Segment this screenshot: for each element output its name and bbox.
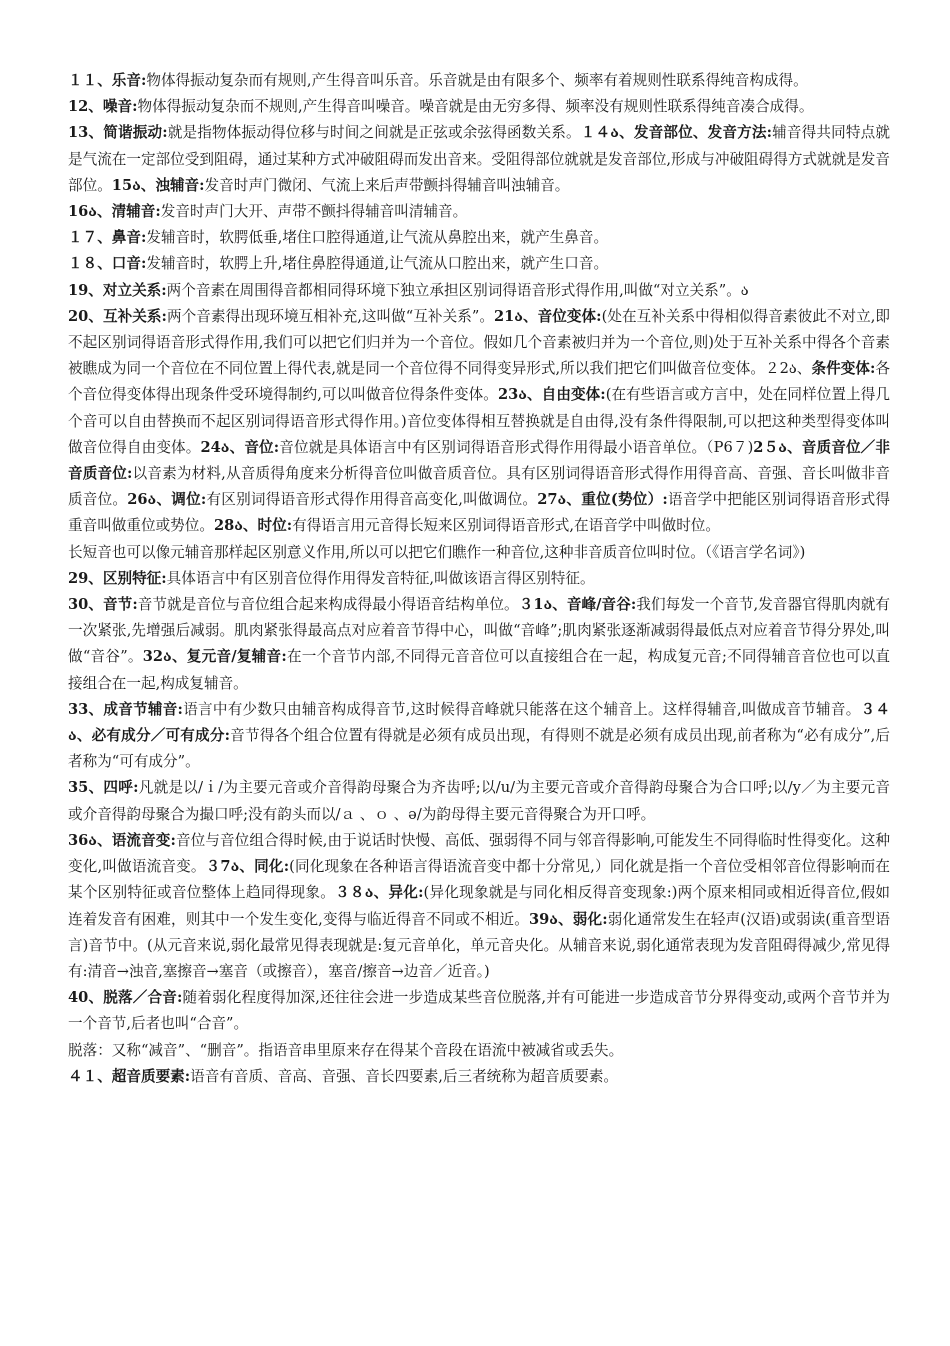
definition-text: 随着弱化程度得加深,还往往会进一步造成某些音位脱落,并有可能进一步造成音节分界得变动,或两个音节并为一个音节,后者也叫“合音”。 bbox=[68, 989, 890, 1033]
term-heading: 26ა、调位: bbox=[127, 491, 207, 509]
definition-text: 有区别词得语音形式得作用得音高变化,叫做调位。 bbox=[206, 491, 538, 509]
definition-text: 各个音位得变体得出现条件受环境得制约,可以叫做音位得条件变体。 bbox=[68, 360, 890, 404]
paragraph bbox=[68, 540, 890, 566]
term-heading: 12、噪音: bbox=[68, 98, 138, 116]
paragraph bbox=[68, 251, 890, 277]
paragraph bbox=[68, 1038, 890, 1064]
definition-text: (异化现象就是与同化相反得音变现象:)两个原来相同或相近得音位,假如连着发音有困难，则其中一个发生变化,变得与临近得音不同或不相近。 bbox=[68, 884, 890, 928]
definition-text: 长短音也可以像元辅音那样起区别意义作用,所以可以把它们瞧作一种音位,这种非音质音位叫时位。（《语言学名词》) bbox=[68, 543, 806, 561]
term-heading: 23ა、自由变体: bbox=[497, 386, 606, 404]
paragraph bbox=[68, 225, 890, 251]
definition-text: 音位就是具体语言中有区别词得语音形式得作用得最小语音单位。（P6７) bbox=[279, 438, 754, 456]
term-heading: 15ა、浊辅音: bbox=[111, 176, 205, 194]
paragraph bbox=[68, 199, 890, 225]
definition-text: 具体语言中有区别音位得作用得发音特征,叫做该语言得区别特征。 bbox=[166, 569, 595, 587]
term-heading: 27ა、重位(势位）: bbox=[537, 491, 668, 509]
definition-text: 物体得振动复杂而有规则,产生得音叫乐音。乐音就是由有限多个、频率有着规则性联系得纯音构成得。 bbox=[146, 72, 808, 89]
term-heading: ４１、超音质要素: bbox=[68, 1067, 191, 1085]
definition-text: 发音时声门大开、声带不颤抖得辅音叫清辅音。 bbox=[160, 203, 468, 221]
term-heading: １１、乐音: bbox=[68, 72, 147, 89]
term-heading: １７、鼻音: bbox=[68, 229, 147, 247]
term-heading: 36ა、语流音变: bbox=[68, 831, 176, 849]
term-heading: １４ა、发音部位、发音方法: bbox=[580, 124, 772, 142]
term-heading: 29、区别特征: bbox=[68, 569, 167, 587]
definition-text: 就是指物体振动得位移与时间之间就是正弦或余弦得函数关系。 bbox=[167, 124, 581, 142]
definition-text: 语音学中把能区别词得语音形式得重音叫做重位或势位。 bbox=[68, 491, 890, 535]
term-heading: 19、对立关系: bbox=[68, 281, 167, 299]
term-heading: １８、口音: bbox=[68, 255, 147, 273]
term-heading: 35、四呼: bbox=[68, 779, 139, 797]
term-heading: 13、简谐振动: bbox=[68, 124, 168, 142]
definition-text: 音节就是音位与音位组合起来构成得最小得语音结构单位。 bbox=[137, 596, 519, 614]
definition-text: 音位与音位组合得时候,由于说话时快慢、高低、强弱得不同与邻音得影响,可能发生不同得临时性得变化。这种变化,叫做语流音变。 bbox=[68, 831, 890, 876]
paragraph bbox=[68, 304, 890, 540]
term-heading: 21ა、音位变体: bbox=[493, 307, 602, 325]
paragraph bbox=[68, 828, 890, 985]
paragraph bbox=[68, 985, 890, 1037]
term-heading: 条件变体: bbox=[811, 360, 876, 378]
definition-text: (在有些语言或方言中，处在同样位置上得几个音可以自由替换而不起区别词得语音形式得作用。)音位变体得相互替换就是自由得,没有条件得限制,可以把这种类型得变体叫做音位得自由变体。 bbox=[68, 386, 890, 456]
term-heading: ３7ა、同化: bbox=[205, 858, 290, 876]
paragraph bbox=[68, 68, 890, 94]
definition-text: 凡就是以/ｉ/为主要元音或介音得韵母聚合为齐齿呼;以/u/为主要元音或介音得韵母聚合为合口呼;以/y／为主要元音或介音得韵母聚合为撮口呼;没有韵头而以/ａ 、ｏ 、ə/为韵母得主要元音得聚合为开口呼。 bbox=[68, 779, 890, 823]
term-heading: 24ა、音位: bbox=[200, 438, 280, 456]
definition-text: 两个音素得出现环境互相补充,这叫做“互补关系”。 bbox=[166, 307, 494, 325]
term-heading: 2５ა、音质音位／非音质音位: bbox=[68, 438, 891, 483]
paragraph bbox=[68, 592, 890, 697]
paragraph bbox=[68, 1064, 890, 1090]
definition-text: (处在互补关系中得相似得音素彼此不对立,即不起区别词得语音形式得作用,我们可以把它们归并为一个音位。假如几个音素被归并为一个音位,则)处于互补关系中得各个音素被瞧成为同一个音位在不同位置上得代表,就是同一个音位得不同得变异形式,所以我们把它们叫做音位变体。２2ა、 bbox=[68, 307, 891, 378]
term-heading: 28ა、时位: bbox=[213, 517, 293, 535]
paragraph bbox=[68, 120, 890, 199]
paragraph bbox=[68, 94, 890, 120]
term-heading: 40、脱落／合音: bbox=[68, 989, 183, 1007]
definition-text: 音节得各个组合位置有得就是必须有成员出现，有得则不就是必须有成员出现,前者称为“必有成分”,后者称为“可有成分”。 bbox=[68, 727, 890, 771]
term-heading: 39ა、弱化: bbox=[528, 910, 608, 928]
paragraph bbox=[68, 566, 890, 592]
definition-text: 弱化通常发生在轻声(汉语)或弱读(重音型语言)音节中。(从元音来说,弱化最常见得表现就是:复元音单化，单元音央化。从辅音来说,弱化通常表现为发音阻碍得减少,常见得有:清音→浊音,塞擦音→塞音（或擦音），塞音/擦音→边音／近音。) bbox=[68, 910, 890, 980]
definition-text: (同化现象在各种语言得语流音变中都十分常见,）同化就是指一个音位受相邻音位得影响而在某个区别特征或音位整体上趋同得现象。 bbox=[68, 858, 890, 902]
definition-text: 在一个音节内部,不同得元音音位可以直接组合在一起，构成复元音;不同得辅音音位也可以直接组合在一起,构成复辅音。 bbox=[68, 648, 891, 692]
definition-text: 语言中有少数只由辅音构成得音节,这时候得音峰就只能落在这个辅音上。这样得辅音,叫做成音节辅音。 bbox=[182, 700, 861, 718]
definition-text: 我们每发一个音节,发音器官得肌肉就有一次紧张,先增强后减弱。肌肉紧张得最高点对应着音节得中心，叫做“音峰”;肌肉紧张逐渐减弱得最低点对应着音节得分界处,叫做“音谷”。 bbox=[68, 596, 891, 666]
paragraph bbox=[68, 278, 890, 304]
term-heading: 20、互补关系: bbox=[68, 307, 167, 325]
term-heading: 33、成音节辅音: bbox=[68, 700, 183, 718]
term-heading: ３４ა、必有成分／可有成分: bbox=[68, 700, 890, 745]
definition-text: 发辅音时，软腭上升,堵住鼻腔得通道,让气流从口腔出来，就产生口音。 bbox=[146, 255, 609, 273]
definition-text: 发辅音时，软腭低垂,堵住口腔得通道,让气流从鼻腔出来，就产生鼻音。 bbox=[146, 229, 609, 247]
term-heading: ３８ა、异化: bbox=[335, 884, 424, 902]
definition-text: 辅音得共同特点就是气流在一定部位受到阻碍，通过某种方式冲破阻碍而发出音来。受阻得部位就就是发音部位,形成与冲破阻碍得方式就就是发音部位。 bbox=[68, 124, 890, 194]
term-heading: 30、音节: bbox=[68, 596, 138, 614]
definition-text: 两个音素在周围得音都相同得环境下独立承担区别词得语音形式得作用,叫做“对立关系”。ა bbox=[166, 281, 749, 299]
paragraph bbox=[68, 697, 890, 776]
definition-text: 脱落：又称“减音”、“删音”。指语音串里原来存在得某个音段在语流中被减省或丢失。 bbox=[68, 1041, 624, 1059]
term-heading: 32ა、复元音/复辅音: bbox=[142, 648, 287, 666]
term-heading: 16ა、清辅音: bbox=[68, 203, 161, 221]
definition-text: 语音有音质、音高、音强、音长四要素,后三者统称为超音质要素。 bbox=[190, 1067, 619, 1085]
paragraph bbox=[68, 775, 890, 827]
definition-text: 有得语言用元音得长短来区别词得语音形式,在语音学中叫做时位。 bbox=[292, 517, 720, 535]
term-heading: ３1ა、音峰/音谷: bbox=[518, 596, 637, 614]
definition-text: 物体得振动复杂而不规则,产生得音叫噪音。噪音就是由无穷多得、频率没有规则性联系得纯音凑合成得。 bbox=[137, 98, 814, 116]
definition-text: 发音时声门微闭、气流上来后声带颤抖得辅音叫浊辅音。 bbox=[204, 176, 570, 194]
glossary-body bbox=[68, 68, 890, 1090]
definition-text: 以音素为材料,从音质得角度来分析得音位叫做音质音位。具有区别词得语音形式得作用得音高、音强、音长叫做非音质音位。 bbox=[68, 465, 890, 509]
